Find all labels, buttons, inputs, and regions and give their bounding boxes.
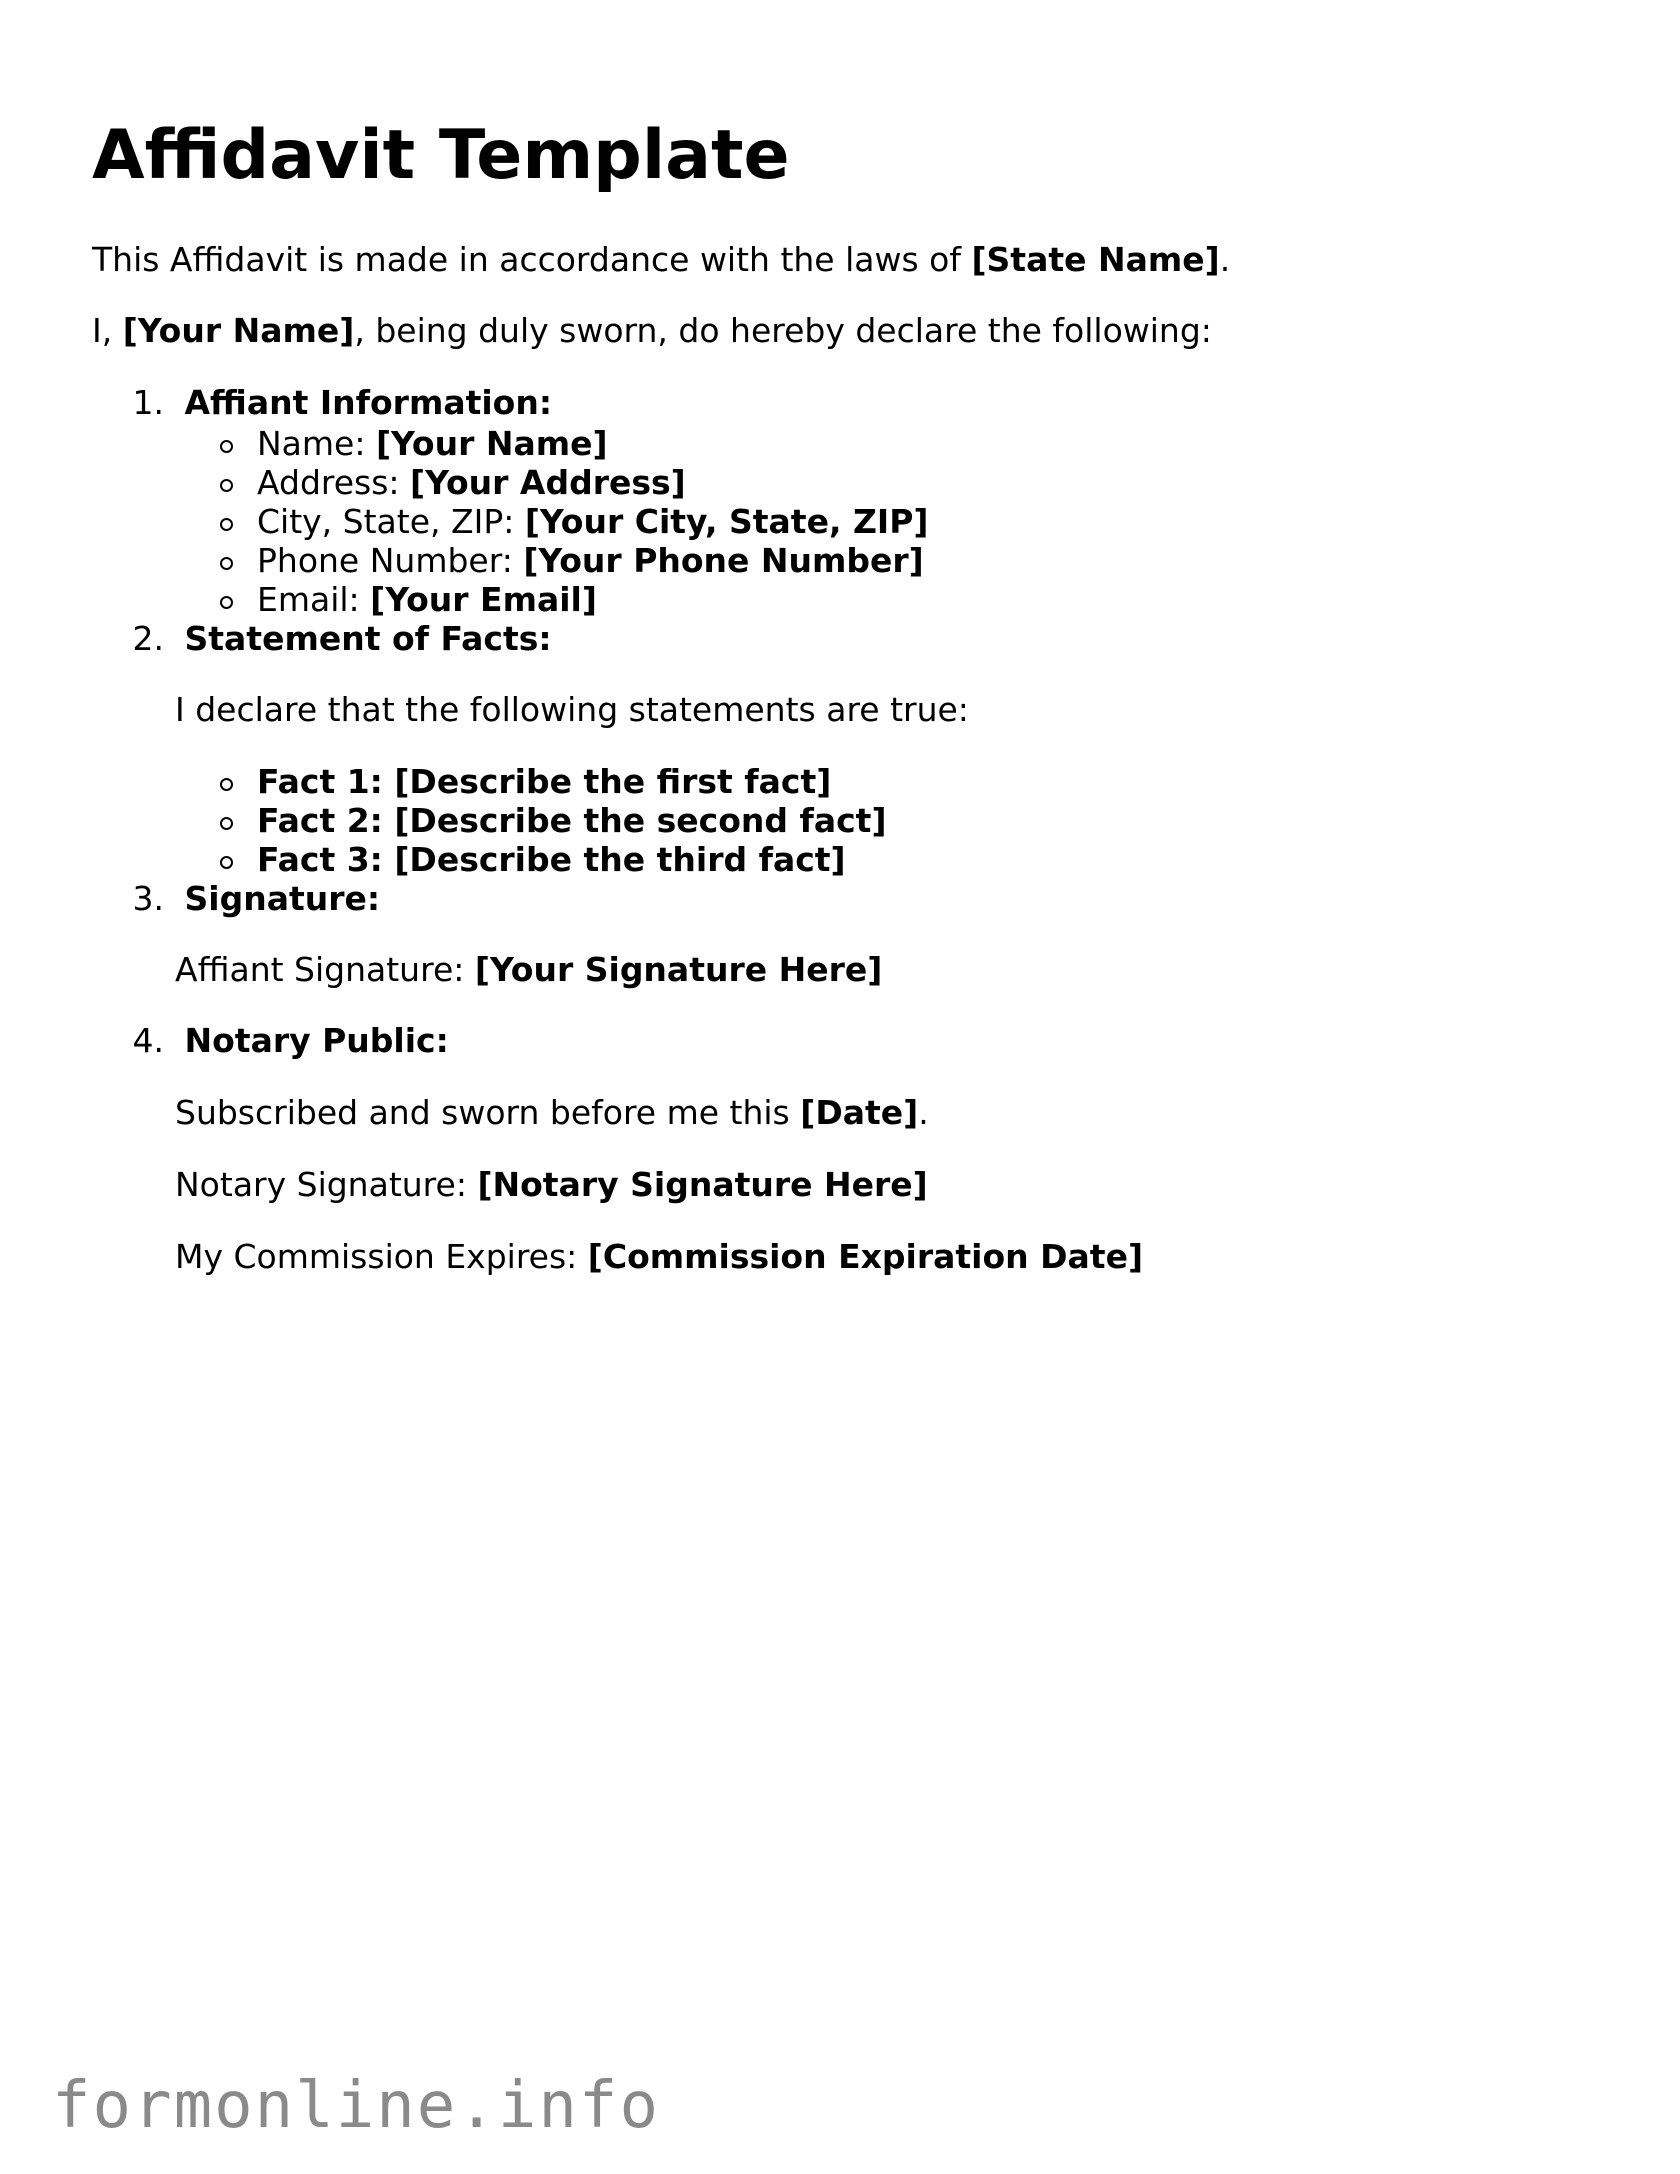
field-value: [Your Email]: [370, 580, 597, 619]
signature-value: [Your Signature Here]: [474, 950, 883, 989]
subscribed-prefix: Subscribed and sworn before me this: [175, 1093, 801, 1132]
list-item: [257, 541, 924, 581]
intro-suffix: .: [1219, 240, 1231, 279]
declaration-paragraph: [92, 311, 1212, 351]
expires-value: [Commission Expiration Date]: [587, 1237, 1144, 1276]
declaration-prefix: I,: [92, 311, 123, 350]
intro-prefix: This Affidavit is made in accordance with the laws of: [92, 240, 972, 279]
declaration-suffix: , being duly sworn, do hereby declare the following:: [354, 311, 1212, 350]
section-heading: Notary Public:: [184, 1021, 449, 1060]
field-label: Address:: [257, 463, 411, 502]
field-value: [Your City, State, ZIP]: [524, 502, 929, 541]
bullet-circle-icon: [220, 778, 233, 791]
section-number: 2.: [132, 619, 164, 658]
list-item: [257, 801, 887, 841]
fact-text: Fact 1: [Describe the first fact]: [257, 762, 832, 801]
field-label: Name:: [257, 424, 376, 463]
field-value: [Your Name]: [375, 424, 608, 463]
field-label: Email:: [257, 580, 371, 619]
subscribed-date: [Date]: [800, 1093, 919, 1132]
section-signature: [92, 879, 380, 919]
field-value: [Your Phone Number]: [523, 541, 924, 580]
section-affiant: [92, 383, 552, 423]
page-title: Affidavit Template: [92, 116, 790, 195]
bullet-circle-icon: [220, 856, 233, 869]
bullet-circle-icon: [220, 440, 233, 453]
expires-label: My Commission Expires:: [175, 1237, 588, 1276]
signature-label: Affiant Signature:: [175, 950, 475, 989]
notary-signature-line: [175, 1165, 928, 1205]
list-item: [257, 580, 597, 620]
list-item: [257, 424, 608, 464]
list-item: [257, 502, 928, 542]
intro-state: [State Name]: [971, 240, 1220, 279]
section-notary: [92, 1021, 449, 1061]
field-value: [Your Address]: [410, 463, 686, 502]
facts-intro: I declare that the following statements are true:: [175, 690, 969, 729]
commission-expires-line: [175, 1237, 1143, 1277]
declaration-name: [Your Name]: [122, 311, 355, 350]
watermark: formonline.info: [52, 2069, 660, 2143]
notary-subscribed-line: [175, 1093, 929, 1133]
field-label: Phone Number:: [257, 541, 524, 580]
fact-text: Fact 3: [Describe the third fact]: [257, 840, 846, 879]
list-item: [257, 840, 846, 880]
list-item: [257, 463, 686, 503]
section-number: 3.: [132, 879, 164, 918]
section-heading: Statement of Facts:: [184, 619, 552, 658]
section-heading: Affiant Information:: [184, 383, 553, 422]
section-heading: Signature:: [184, 879, 381, 918]
notary-signature-label: Notary Signature:: [175, 1165, 478, 1204]
field-label: City, State, ZIP:: [257, 502, 525, 541]
bullet-circle-icon: [220, 479, 233, 492]
section-facts: [92, 619, 552, 659]
list-item: [257, 762, 831, 802]
subscribed-suffix: .: [918, 1093, 929, 1132]
fact-text: Fact 2: [Describe the second fact]: [257, 801, 887, 840]
notary-signature-value: [Notary Signature Here]: [477, 1165, 928, 1204]
bullet-circle-icon: [220, 596, 233, 609]
section-number: 1.: [132, 383, 164, 422]
bullet-circle-icon: [220, 518, 233, 531]
bullet-circle-icon: [220, 817, 233, 830]
bullet-circle-icon: [220, 557, 233, 570]
intro-paragraph: [92, 240, 1230, 280]
affiant-signature-line: [175, 950, 882, 990]
section-number: 4.: [132, 1021, 164, 1060]
